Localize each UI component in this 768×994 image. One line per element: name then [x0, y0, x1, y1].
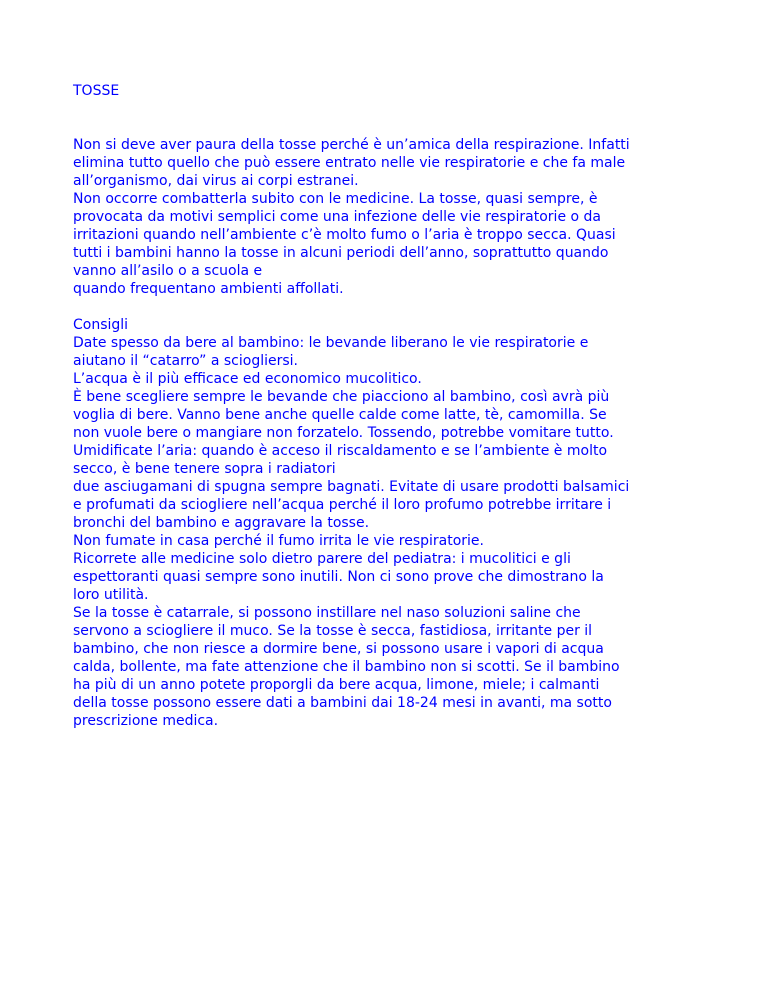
advice-section — [73, 316, 713, 730]
advice-line: prescrizione medica. — [73, 713, 219, 729]
intro-line: vanno all’asilo o a scuola e — [73, 263, 263, 279]
advice-line: Non fumate in casa perché il fumo irrita le vie respiratorie. — [73, 533, 484, 549]
advice-line: Umidificate l’aria: quando è acceso il riscaldamento e se l’ambiente è molto — [73, 443, 608, 459]
advice-line: ha più di un anno potete proporgli da bere acqua, limone, miele; i calmanti — [73, 677, 600, 693]
advice-line: bambino, che non riesce a dormire bene, si possono usare i vapori di acqua — [73, 641, 604, 657]
advice-heading: Consigli — [73, 317, 129, 333]
section-spacer — [73, 298, 713, 316]
document-page — [73, 82, 713, 730]
advice-line: della tosse possono essere dati a bambini dai 18-24 mesi in avanti, ma sotto — [73, 695, 612, 711]
advice-line: e profumati da sciogliere nell’acqua perché il loro profumo potrebbe irritare i — [73, 497, 612, 513]
advice-line: bronchi del bambino e aggravare la tosse. — [73, 515, 370, 531]
advice-line: loro utilità. — [73, 587, 149, 603]
intro-line: irritazioni quando nell’ambiente c’è molto fumo o l’aria è troppo secca. Quasi — [73, 227, 616, 243]
advice-line: servono a sciogliere il muco. Se la tosse è secca, fastidiosa, irritante per il — [73, 623, 593, 639]
intro-line: elimina tutto quello che può essere entrato nelle vie respiratorie e che fa male — [73, 155, 626, 171]
intro-line: provocata da motivi semplici come una infezione delle vie respiratorie o da — [73, 209, 601, 225]
advice-line: non vuole bere o mangiare non forzatelo. Tossendo, potrebbe vomitare tutto. — [73, 425, 614, 441]
advice-line: Date spesso da bere al bambino: le bevande liberano le vie respiratorie e — [73, 335, 589, 351]
advice-line: due asciugamani di spugna sempre bagnati. Evitate di usare prodotti balsamici — [73, 479, 630, 495]
title-spacer — [73, 100, 713, 136]
advice-line: L’acqua è il più efficace ed economico mucolitico. — [73, 371, 422, 387]
intro-paragraph — [73, 136, 713, 298]
intro-line: Non si deve aver paura della tosse perché è un’amica della respirazione. Infatti — [73, 137, 630, 153]
intro-line: Non occorre combatterla subito con le medicine. La tosse, quasi sempre, è — [73, 191, 598, 207]
advice-line: Se la tosse è catarrale, si possono instillare nel naso soluzioni saline che — [73, 605, 581, 621]
intro-line: quando frequentano ambienti affollati. — [73, 281, 344, 297]
intro-line: all’organismo, dai virus ai corpi estranei. — [73, 173, 359, 189]
advice-line: aiutano il “catarro” a sciogliersi. — [73, 353, 298, 369]
advice-line: espettoranti quasi sempre sono inutili. Non ci sono prove che dimostrano la — [73, 569, 604, 585]
document-title: TOSSE — [73, 83, 120, 99]
advice-line: secco, è bene tenere sopra i radiatori — [73, 461, 336, 477]
advice-line: Ricorrete alle medicine solo dietro parere del pediatra: i mucolitici e gli — [73, 551, 571, 567]
advice-line: voglia di bere. Vanno bene anche quelle calde come latte, tè, camomilla. Se — [73, 407, 607, 423]
advice-line: calda, bollente, ma fate attenzione che il bambino non si scotti. Se il bambino — [73, 659, 620, 675]
intro-line: tutti i bambini hanno la tosse in alcuni periodi dell’anno, soprattutto quando — [73, 245, 609, 261]
advice-line: È bene scegliere sempre le bevande che piacciono al bambino, così avrà più — [73, 389, 610, 405]
